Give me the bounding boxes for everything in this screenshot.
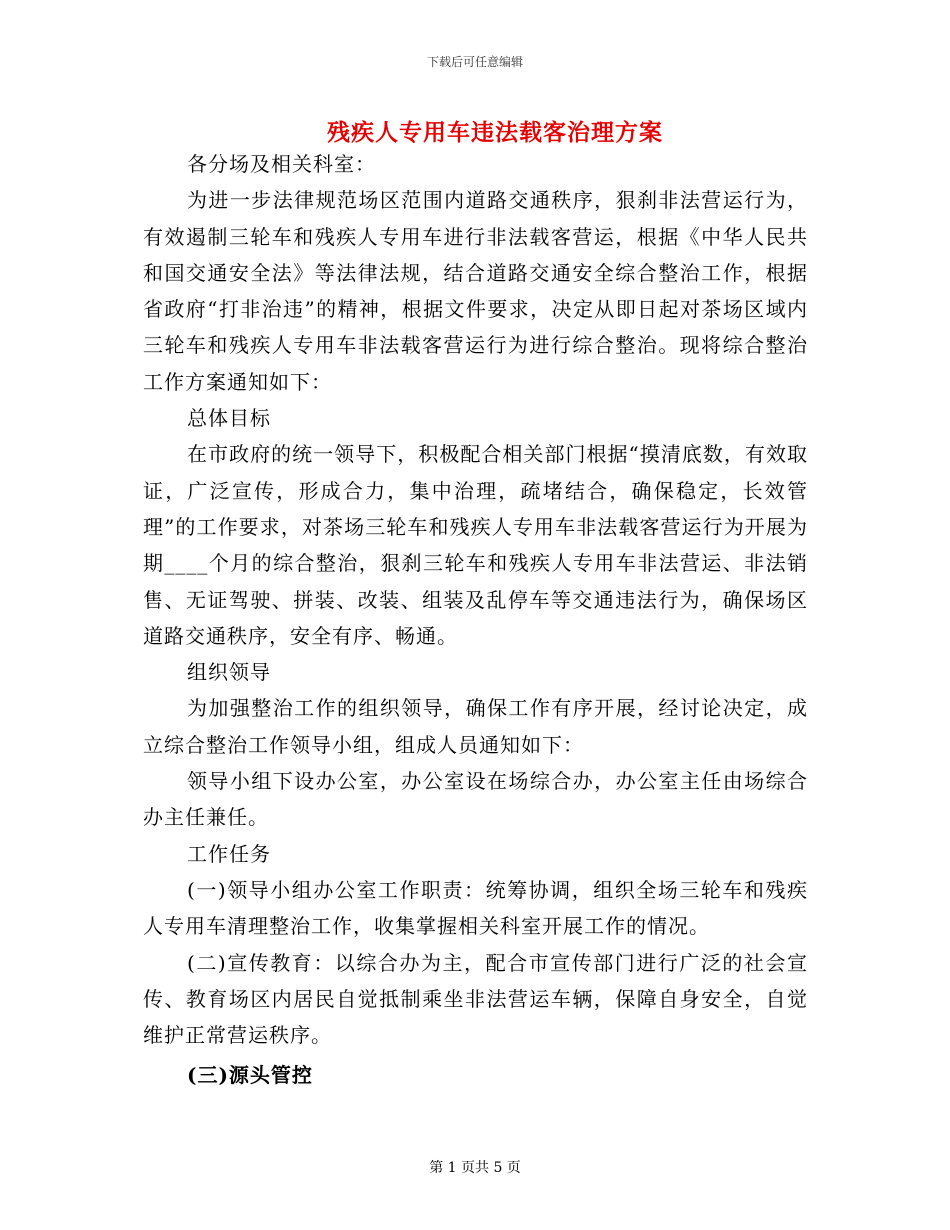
section-heading-overall-goal: 总体目标 [187, 406, 271, 431]
header-note: 下载后可任意编辑 [426, 55, 523, 69]
salutation: 各分场及相关科室： [187, 152, 376, 176]
task-item-2: (二)宣传教育：以综合办为主，配合市宣传部门进行广泛的社会宣传、教育场区内居民自觉抵制乘坐非法营运车辆，保障自身安全，自觉维护正常营运秩序。 [143, 950, 808, 1048]
body-paragraph-intro: 为进一步法律规范场区范围内道路交通秩序，狠刹非法营运行为，有效遏制三轮车和残疾人专用车进行非法载客营运，根据《中华人民共和国交通安全法》等法律法规，结合道路交通安全综合整治工作，根据省政府“打非治违”的精神，根据文件要求，决定从即日起对茶场区域内三轮车和残疾人专用车非法载客营运行为进行综合整治。现将综合整治工作方案通知如下： [143, 188, 808, 394]
body-paragraph-goal: 在市政府的统一领导下，积极配合相关部门根据“摸清底数，有效取证，广泛宣传，形成合力，集中治理，疏堵结合，确保稳定，长效管理”的工作要求，对茶场三轮车和残疾人专用车非法载客营运行为开展为期____个月的综合整治，狠刹三轮车和残疾人专用车非法营运、非法销售、无证驾驶、拼装、改装、组装及乱停车等交通违法行为，确保场区道路交通秩序，安全有序、畅通。 [143, 442, 808, 648]
page-footer: 第 1 页共 5 页 [429, 1160, 521, 1176]
section-heading-tasks: 工作任务 [187, 841, 271, 866]
task-item-1: (一)领导小组办公室工作职责：统筹协调，组织全场三轮车和残疾人专用车清理整治工作，收集掌握相关科室开展工作的情况。 [143, 877, 808, 939]
task-item-3-heading: (三)源头管控 [187, 1063, 313, 1088]
document-title: 残疾人专用车违法载客治理方案 [327, 119, 663, 146]
section-heading-organization: 组织领导 [187, 660, 271, 685]
document-body [143, 146, 808, 1094]
body-paragraph-organization: 为加强整治工作的组织领导，确保工作有序开展，经讨论决定，成立综合整治工作领导小组，组成人员通知如下： [143, 696, 808, 757]
body-paragraph-office: 领导小组下设办公室，办公室设在场综合办，办公室主任由场综合办主任兼任。 [143, 769, 808, 830]
